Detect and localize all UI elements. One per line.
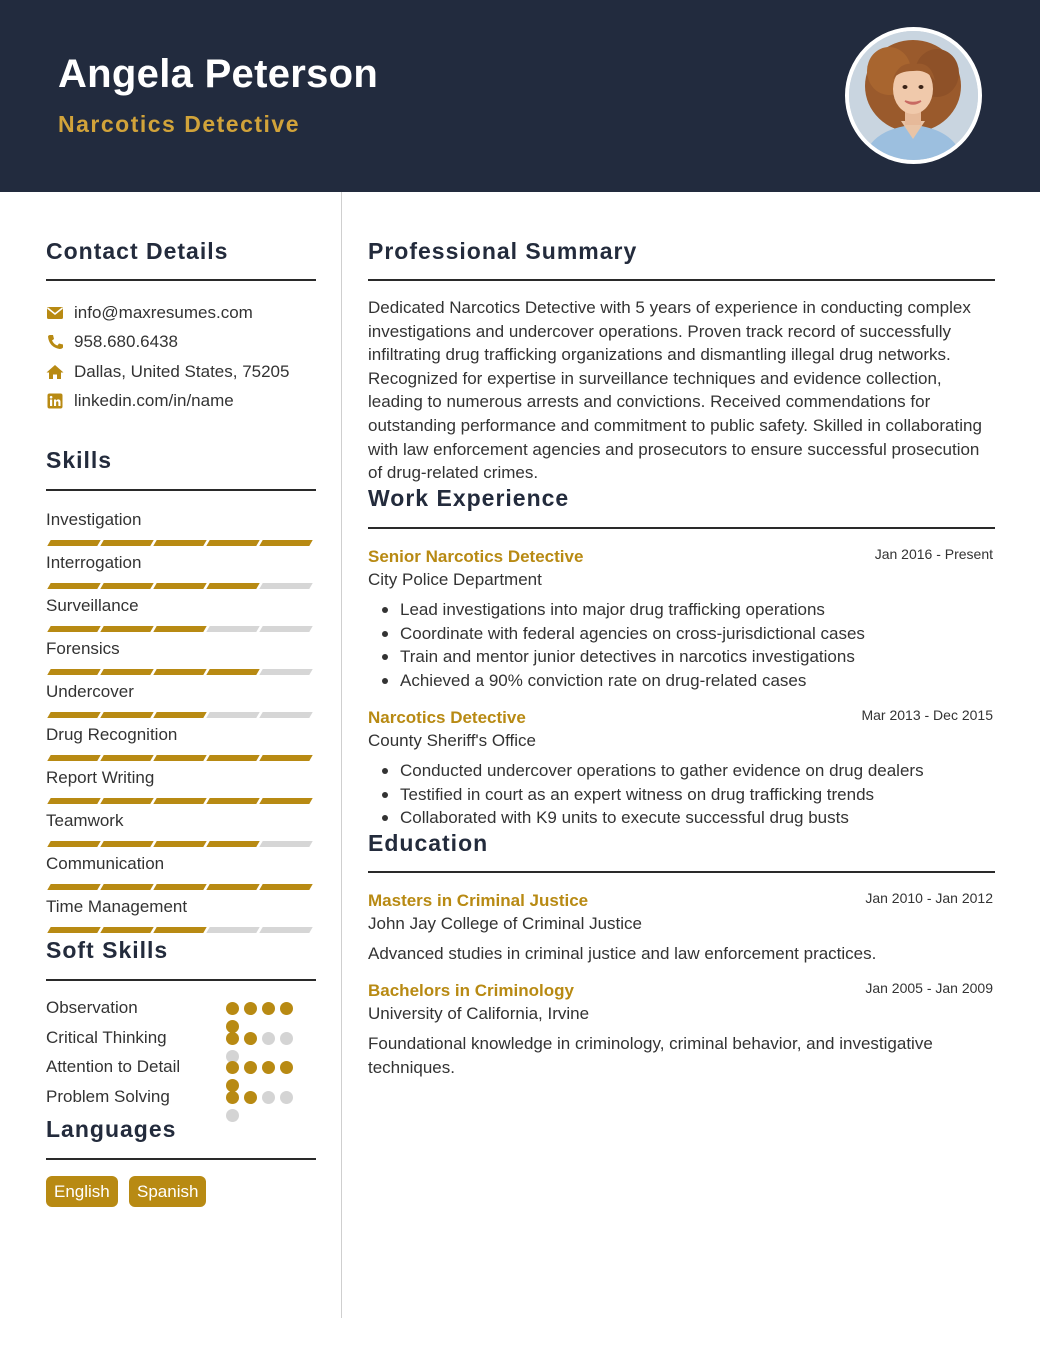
contact-rule xyxy=(46,279,316,281)
summary-heading: Professional Summary xyxy=(368,238,638,264)
soft-skill-level-dot xyxy=(280,1032,293,1045)
skill-row xyxy=(46,811,316,831)
soft-skills-heading: Soft Skills xyxy=(46,937,169,963)
skill-level-bar xyxy=(153,927,206,933)
skill-level-bar xyxy=(47,927,100,933)
skill-level-bar xyxy=(100,540,153,546)
resume-header xyxy=(0,0,1040,192)
job-bullet: Achieved a 90% conviction rate on drug-related cases xyxy=(380,669,990,693)
skill-level-bars xyxy=(46,626,316,632)
skill-level-bar xyxy=(153,712,206,718)
skill-level-bar xyxy=(259,841,312,847)
skill-level-bars xyxy=(46,927,316,933)
envelope-icon xyxy=(46,305,64,321)
skill-name: Surveillance xyxy=(46,596,139,615)
soft-skill-level-dot xyxy=(280,1091,293,1104)
job-organization: City Police Department xyxy=(368,570,542,589)
languages-heading: Languages xyxy=(46,1116,177,1142)
skill-name: Interrogation xyxy=(46,553,142,572)
skill-name: Time Management xyxy=(46,897,188,916)
soft-skill-level-dot xyxy=(280,1002,293,1015)
skill-level-bar xyxy=(206,626,259,632)
job-date: Jan 2016 - Present xyxy=(874,546,993,562)
languages-list xyxy=(46,1176,316,1208)
skill-level-bar xyxy=(47,755,100,761)
skill-row xyxy=(46,553,316,573)
skill-row xyxy=(46,725,316,745)
skill-level-bar xyxy=(206,540,259,546)
contact-location-text: Dallas, United States, 75205 xyxy=(74,362,290,381)
education-rule xyxy=(368,871,995,873)
skill-level-bars xyxy=(46,798,316,804)
contact-email[interactable] xyxy=(46,303,253,323)
education-description: Advanced studies in criminal justice and law enforcement practices. xyxy=(368,944,877,963)
experience-rule xyxy=(368,527,995,529)
skill-row xyxy=(46,510,316,530)
skill-level-bar xyxy=(153,798,206,804)
soft-skill-name: Problem Solving xyxy=(46,1086,170,1106)
job-bullet: Collaborated with K9 units to execute successful drug busts xyxy=(380,806,990,830)
skill-row xyxy=(46,768,316,788)
skill-level-bar xyxy=(153,626,206,632)
skill-name: Investigation xyxy=(46,510,142,529)
degree-title: Bachelors in Criminology xyxy=(368,981,574,1000)
skill-row xyxy=(46,596,316,616)
skill-level-bar xyxy=(47,669,100,675)
candidate-name: Angela Peterson xyxy=(58,52,379,96)
skills-heading: Skills xyxy=(46,447,113,473)
contact-linkedin-text: linkedin.com/in/name xyxy=(74,391,234,410)
skill-level-bar xyxy=(47,583,100,589)
contact-linkedin[interactable] xyxy=(46,391,234,411)
skill-name: Communication xyxy=(46,854,165,873)
soft-skills-rule xyxy=(46,979,316,981)
skill-level-bar xyxy=(47,798,100,804)
job-title: Senior Narcotics Detective xyxy=(368,547,584,566)
skill-level-bar xyxy=(259,540,312,546)
skill-row xyxy=(46,854,316,874)
skill-level-bars xyxy=(46,712,316,718)
skill-level-bar xyxy=(153,669,206,675)
skill-level-bar xyxy=(153,583,206,589)
soft-skill-level-dot xyxy=(226,1061,239,1074)
soft-skill-row xyxy=(46,1027,316,1049)
soft-skill-level-dot xyxy=(226,1032,239,1045)
skill-level-bar xyxy=(206,884,259,890)
summary-rule xyxy=(368,279,995,281)
job-organization: County Sheriff's Office xyxy=(368,731,536,750)
soft-skill-level-dot xyxy=(226,1109,239,1122)
languages-rule xyxy=(46,1158,316,1160)
education-date: Jan 2010 - Jan 2012 xyxy=(865,890,993,906)
education-heading: Education xyxy=(368,830,489,856)
skill-level-bar xyxy=(206,669,259,675)
skill-level-bar xyxy=(206,927,259,933)
job-bullet: Conducted undercover operations to gather evidence on drug dealers xyxy=(380,759,990,783)
soft-skill-name: Observation xyxy=(46,998,138,1017)
soft-skill-level-dot xyxy=(262,1091,275,1104)
school-name: John Jay College of Criminal Justice xyxy=(368,914,643,933)
skill-level-bars xyxy=(46,583,316,589)
job-date: Mar 2013 - Dec 2015 xyxy=(861,707,993,723)
skill-level-bar xyxy=(100,712,153,718)
education-date: Jan 2005 - Jan 2009 xyxy=(865,980,993,996)
skill-level-bar xyxy=(47,884,100,890)
skill-level-bars xyxy=(46,540,316,546)
skill-name: Undercover xyxy=(46,682,134,701)
skill-name: Forensics xyxy=(46,639,120,658)
skill-name: Drug Recognition xyxy=(46,725,178,744)
skill-level-bar xyxy=(259,755,312,761)
skills-rule xyxy=(46,489,316,491)
soft-skill-level-dot xyxy=(244,1061,257,1074)
school-name: University of California, Irvine xyxy=(368,1004,590,1023)
skill-level-bar xyxy=(206,755,259,761)
job-bullets xyxy=(380,759,990,830)
skill-level-bar xyxy=(100,927,153,933)
skill-row xyxy=(46,639,316,659)
job-bullet: Coordinate with federal agencies on cross-jurisdictional cases xyxy=(380,622,990,646)
skill-level-bar xyxy=(259,927,312,933)
skill-row xyxy=(46,897,316,917)
skill-level-bar xyxy=(100,583,153,589)
skill-level-bar xyxy=(153,540,206,546)
skill-level-bar xyxy=(259,884,312,890)
soft-skill-level-dot xyxy=(280,1061,293,1074)
skill-level-bar xyxy=(47,626,100,632)
skill-level-bars xyxy=(46,841,316,847)
skill-level-bars xyxy=(46,669,316,675)
soft-skill-name: Critical Thinking xyxy=(46,1027,167,1047)
profile-photo xyxy=(845,27,982,164)
job-bullet: Testified in court as an expert witness on drug trafficking trends xyxy=(380,783,990,807)
contact-location xyxy=(46,362,289,382)
soft-skill-name: Attention to Detail xyxy=(46,1057,181,1076)
skill-level-bar xyxy=(259,626,312,632)
column-divider xyxy=(341,192,342,1318)
soft-skill-level-dot xyxy=(226,1091,239,1104)
skill-level-bar xyxy=(47,540,100,546)
education-description: Foundational knowledge in criminology, criminal behavior, and investigative techniques. xyxy=(368,1034,933,1077)
skill-level-bar xyxy=(206,583,259,589)
skill-level-bar xyxy=(100,841,153,847)
skill-level-bar xyxy=(259,669,312,675)
soft-skill-level-dot xyxy=(262,1032,275,1045)
experience-heading: Work Experience xyxy=(368,485,570,511)
skill-level-bar xyxy=(206,798,259,804)
skill-name: Report Writing xyxy=(46,768,155,787)
skill-level-bar xyxy=(100,755,153,761)
language-badge: Spanish xyxy=(129,1176,206,1207)
contact-heading: Contact Details xyxy=(46,238,229,264)
soft-skill-level-dot xyxy=(226,1002,239,1015)
skill-level-bar xyxy=(100,884,153,890)
contact-phone[interactable] xyxy=(46,332,178,352)
soft-skill-row xyxy=(46,1086,316,1108)
soft-skill-level-dot xyxy=(262,1002,275,1015)
summary-text: Dedicated Narcotics Detective with 5 years of experience in conducting complex investigations and undercover operations. Proven track record of successfully infiltrating drug trafficking organizations and dismantling illegal drug networks. Recognized for expertise in surveillance techniques and evidence collection, leading to numerous arrests and convictions. Received commendations for outstanding performance and commitment to public safety. Skilled in collaborating with law enforcement agencies and prosecutors to ensure successful prosecution of drug-related crimes. xyxy=(368,298,982,483)
job-title: Narcotics Detective xyxy=(368,708,526,727)
soft-skill-level-dot xyxy=(244,1002,257,1015)
job-bullet: Train and mentor junior detectives in narcotics investigations xyxy=(380,645,990,669)
soft-skill-row xyxy=(46,997,316,1019)
skill-level-bar xyxy=(259,798,312,804)
skill-level-bar xyxy=(100,669,153,675)
skill-level-bar xyxy=(259,712,312,718)
soft-skill-level-dot xyxy=(262,1061,275,1074)
skill-name: Teamwork xyxy=(46,811,124,830)
skill-level-bar xyxy=(47,712,100,718)
skill-level-bar xyxy=(206,712,259,718)
candidate-title: Narcotics Detective xyxy=(58,111,300,137)
degree-title: Masters in Criminal Justice xyxy=(368,891,589,910)
skill-level-bar xyxy=(153,755,206,761)
skill-level-bar xyxy=(100,626,153,632)
skill-level-bars xyxy=(46,884,316,890)
skill-level-bar xyxy=(100,798,153,804)
skill-row xyxy=(46,682,316,702)
skill-level-bar xyxy=(153,884,206,890)
contact-phone-text: 958.680.6438 xyxy=(74,332,178,351)
language-badge: English xyxy=(46,1176,118,1207)
job-bullet: Lead investigations into major drug trafficking operations xyxy=(380,598,990,622)
skill-level-bars xyxy=(46,755,316,761)
phone-icon xyxy=(46,334,64,350)
soft-skill-level-dot xyxy=(244,1091,257,1104)
skill-level-bar xyxy=(47,841,100,847)
contact-email-text: info@maxresumes.com xyxy=(74,303,253,322)
home-icon xyxy=(46,364,64,380)
job-bullets xyxy=(380,598,990,692)
skill-level-bar xyxy=(206,841,259,847)
soft-skill-row xyxy=(46,1056,316,1078)
skill-level-bar xyxy=(153,841,206,847)
linkedin-icon xyxy=(46,393,64,409)
soft-skill-level-dot xyxy=(244,1032,257,1045)
skill-level-bar xyxy=(259,583,312,589)
